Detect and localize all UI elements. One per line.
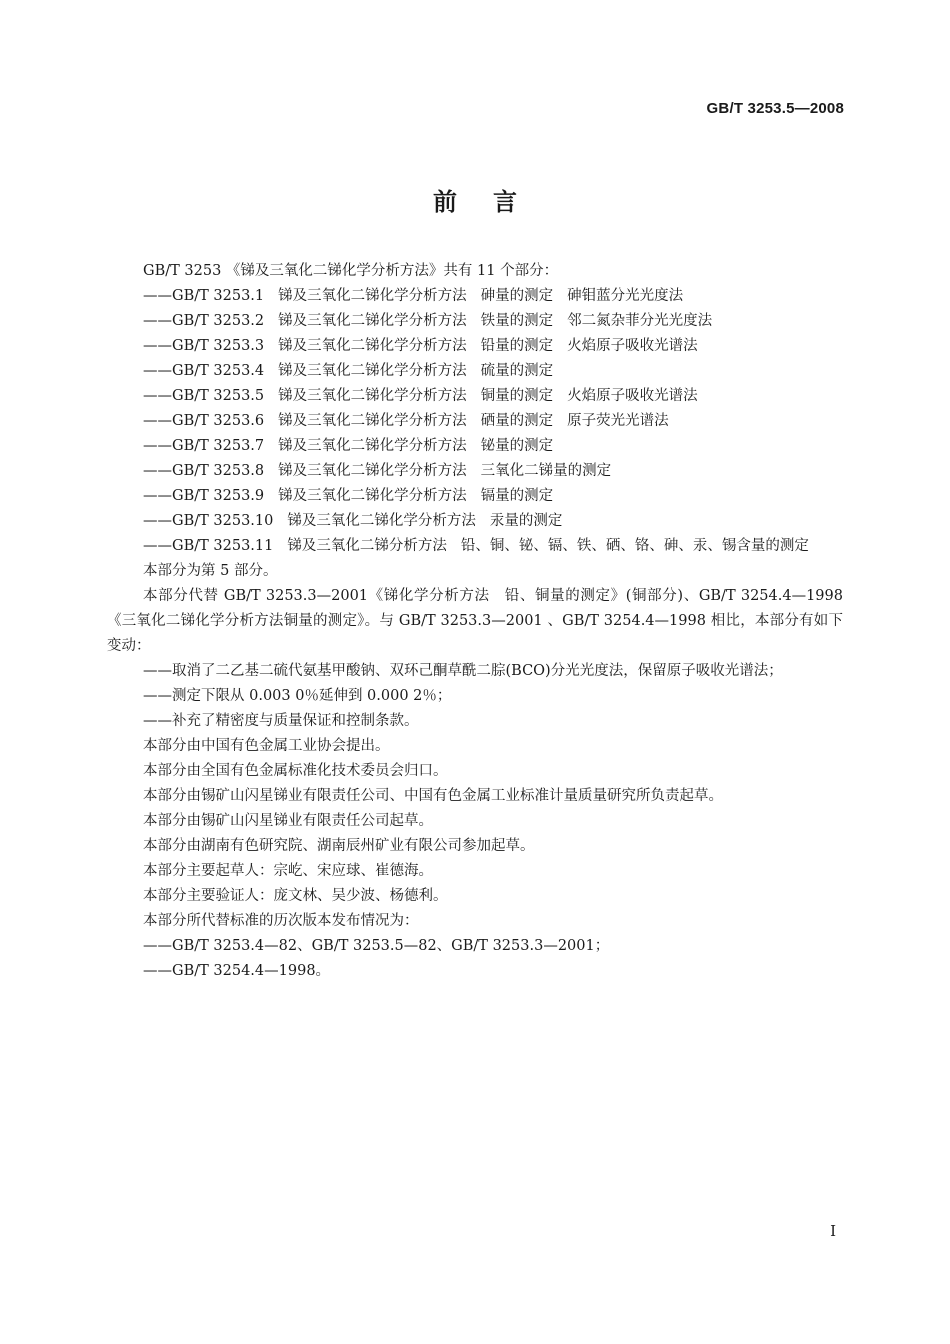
list-item: ——测定下限从 0.003 0％延伸到 0.000 2％； — [143, 688, 452, 704]
parts-list — [107, 284, 843, 559]
list-item: ——GB/T 3253.1 锑及三氧化二锑化学分析方法 砷量的测定 砷钼蓝分光光度法 — [143, 288, 684, 304]
statement-responsible-drafter: 本部分由锡矿山闪星锑业有限责任公司、中国有色金属工业标准计量质量研究所负责起草。 — [143, 788, 723, 804]
history-list — [107, 934, 843, 984]
statement-main-drafters: 本部分主要起草人：宗屹、宋应球、崔德海。 — [143, 863, 433, 879]
page-number: I — [830, 1222, 836, 1240]
part-statement: 本部分为第 5 部分。 — [143, 563, 278, 579]
statement-verifiers: 本部分主要验证人：庞文林、吴少波、杨德利。 — [143, 888, 448, 904]
statement-history-intro: 本部分所代替标准的历次版本发布情况为： — [143, 913, 419, 929]
list-item: ——GB/T 3253.5 锑及三氧化二锑化学分析方法 铜量的测定 火焰原子吸收光谱法 — [143, 388, 698, 404]
list-item: ——GB/T 3253.7 锑及三氧化二锑化学分析方法 铋量的测定 — [143, 438, 554, 454]
statement-centralized: 本部分由全国有色金属标准化技术委员会归口。 — [143, 763, 448, 779]
list-item: ——GB/T 3253.6 锑及三氧化二锑化学分析方法 硒量的测定 原子荧光光谱法 — [143, 413, 669, 429]
page-title: 前言 — [433, 188, 553, 216]
list-item: ——GB/T 3253.2 锑及三氧化二锑化学分析方法 铁量的测定 邻二氮杂菲分光光度法 — [143, 313, 713, 329]
standard-number: GB/T 3253.5—2008 — [706, 100, 844, 117]
foreword-body — [107, 259, 843, 984]
list-item: ——GB/T 3253.10 锑及三氧化二锑化学分析方法 汞量的测定 — [143, 513, 563, 529]
list-item: ——GB/T 3253.4 锑及三氧化二锑化学分析方法 硫量的测定 — [143, 363, 554, 379]
list-item: ——GB/T 3253.8 锑及三氧化二锑化学分析方法 三氧化二锑量的测定 — [143, 463, 612, 479]
list-item: ——补充了精密度与质量保证和控制条款。 — [143, 713, 419, 729]
replaces-paragraph: 本部分代替 GB/T 3253.3—2001《锑化学分析方法 铅、铜量的测定》(铜部分)、GB/T 3254.4—1998《三氧化二锑化学分析方法铜量的测定》。与 GB/T 3253.3—2001 、GB/T 3254.4—1998 相比，本部分有如下变动： — [107, 588, 843, 654]
list-item: ——GB/T 3253.11 锑及三氧化二锑分析方法 铅、铜、铋、镉、铁、硒、铬、砷、汞、锡含量的测定 — [143, 538, 809, 554]
changes-list — [107, 659, 843, 734]
list-item: ——GB/T 3253.3 锑及三氧化二锑化学分析方法 铅量的测定 火焰原子吸收光谱法 — [143, 338, 698, 354]
list-item: ——取消了二乙基二硫代氨基甲酸钠、双环己酮草酰二腙(BCO)分光光度法，保留原子吸收光谱法； — [143, 663, 783, 679]
statement-drafter: 本部分由锡矿山闪星锑业有限责任公司起草。 — [143, 813, 433, 829]
list-item: ——GB/T 3253.9 锑及三氧化二锑化学分析方法 镉量的测定 — [143, 488, 554, 504]
statement-proposed: 本部分由中国有色金属工业协会提出。 — [143, 738, 390, 754]
list-item: ——GB/T 3253.4—82、GB/T 3253.5—82、GB/T 3253.3—2001； — [143, 938, 610, 954]
statement-participants: 本部分由湖南有色研究院、湖南辰州矿业有限公司参加起草。 — [143, 838, 535, 854]
list-item: ——GB/T 3254.4—1998。 — [143, 963, 331, 979]
intro-paragraph: GB/T 3253 《锑及三氧化二锑化学分析方法》共有 11 个部分： — [143, 263, 559, 279]
